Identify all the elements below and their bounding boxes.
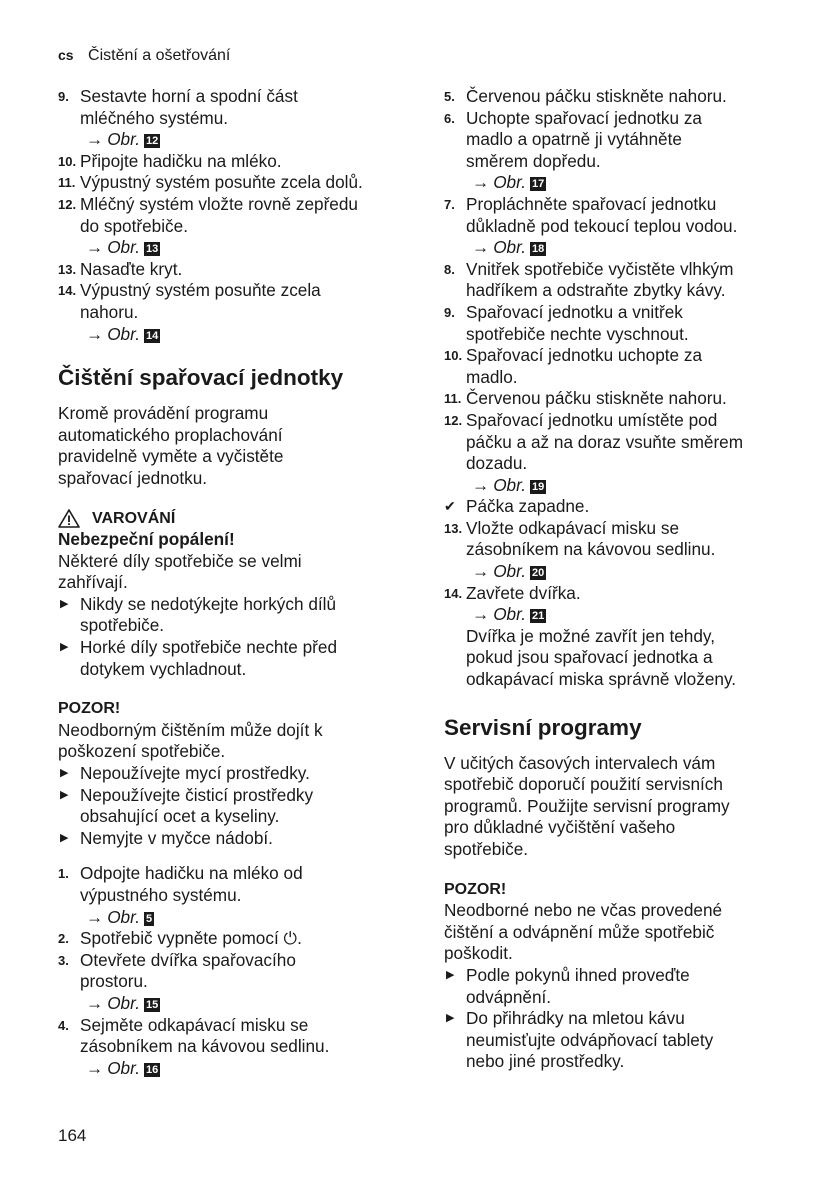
heading-service-programs: Servisní programy [444,714,642,740]
step-text: Výpustný systém posuňte zcela dolů. [80,172,363,193]
step-number: 13. [444,520,463,536]
step-text: důkladně pod tekoucí teplou vodou. [466,215,738,236]
step-text: do spotřebiče. [80,215,188,236]
figure-ref-label: Obr. [107,129,140,150]
figure-reference [466,237,789,259]
step-text: Připojte hadičku na mléko. [80,150,282,171]
step-text: Výpustný systém posuňte zcela [80,280,321,301]
step-text: Zavřete dvířka. [466,582,581,603]
step-text: směrem dopředu. [466,150,601,171]
step-number: 2. [58,931,69,947]
figure-reference [80,129,403,151]
step-item [58,928,403,950]
step-text: nahoru. [80,301,139,322]
arrow-right-icon: → [86,1057,104,1078]
step-text: Otevřete dvířka spařovacího [80,949,296,970]
warning-triangle-icon [58,509,80,528]
text-line: poškození spotřebiče. [58,741,226,762]
step-text: Spotřebič vypněte pomocí ⏻. [80,928,302,949]
step-item [444,583,789,691]
step-text: mléčného systému. [80,107,229,128]
warning-heading [58,508,403,530]
arrow-right-icon: → [472,237,490,258]
step-number: 10. [444,348,463,364]
check-icon: ✔ [444,498,456,515]
figure-number: 17 [531,178,545,191]
arrow-right-icon: → [86,129,104,150]
intro-paragraph [444,753,789,861]
text-line: automatického proplachování [58,424,283,445]
steps-list [58,863,403,1079]
step-number: 13. [58,261,77,277]
caution-label: POZOR! [58,700,121,718]
step-number: 9. [444,304,455,320]
arrow-right-icon: → [86,992,104,1013]
bullet-text: dotykem vychladnout. [80,658,247,679]
figure-number: 14 [145,329,159,342]
step-text: Spařovací jednotku a vnitřek [466,301,683,322]
figure-ref-label: Obr. [107,992,140,1013]
step-text: Spařovací jednotku umístěte pod [466,409,718,430]
step-item [444,345,789,388]
warning-label: VAROVÁNÍ [92,509,176,527]
step-item [58,259,403,281]
text-line: pravidelně vyměte a vyčistěte [58,446,284,467]
page-header [58,47,230,65]
step-number: 11. [58,175,76,191]
step-item [58,151,403,173]
triangle-bullet-icon: ▶ [446,1012,455,1025]
page-number: 164 [58,1126,87,1145]
text-line: spotřebič doporučí použití servisních [444,774,723,795]
arrow-right-icon: → [472,604,490,625]
bullet-item [58,785,403,828]
text-line: Neodborné nebo ne včas provedené [444,900,723,921]
bullet-text: Podle pokynů ihned proveďte [466,964,690,985]
step-item [444,388,789,410]
step-item [58,1015,403,1080]
caution-label: POZOR! [444,880,507,898]
text-line: spařovací jednotku. [58,467,208,488]
figure-reference [80,1058,403,1080]
step-text: Červenou páčku stiskněte nahoru. [466,86,727,106]
bullet-item [444,1008,789,1073]
step-note: pokud jsou spařovací jednotka a [466,647,713,668]
text-line: zahřívají. [58,572,128,593]
steps-list [444,86,789,496]
step-text: madlo a opatrně ji vytáhněte [466,129,682,150]
figure-reference [466,561,789,583]
bullet-text: nebo jiné prostředky. [466,1051,625,1072]
figure-reference [80,324,403,346]
bullet-text: odvápnění. [466,986,552,1007]
step-item [58,172,403,194]
figure-reference [466,475,789,497]
figure-reference [80,237,403,259]
triangle-bullet-icon: ▶ [60,831,69,844]
step-item [58,950,403,1015]
triangle-bullet-icon: ▶ [446,968,455,981]
figure-ref-label: Obr. [107,237,140,258]
step-text: prostoru. [80,971,148,992]
text-line: Některé díly spotřebiče se velmi [58,550,302,571]
step-text: Vnitřek spotřebiče vyčistěte vlhkým [466,258,734,279]
figure-ref-label: Obr. [107,906,140,927]
caution-bullets [58,763,403,849]
figure-number: 21 [531,610,545,623]
step-text: Mléčný systém vložte rovně zepředu [80,193,358,214]
figure-reference [80,993,403,1015]
figure-ref-label: Obr. [493,561,526,582]
bullet-item [58,828,403,850]
caution-bullets [444,965,789,1073]
result-text: Páčka zapadne. [466,496,590,517]
steps-list [444,518,789,691]
step-item [444,194,789,259]
figure-ref-label: Obr. [493,172,526,193]
step-number: 12. [444,412,463,428]
bullet-item [444,965,789,1008]
intro-paragraph [58,403,403,489]
bullet-text: Nemyjte v myčce nádobí. [80,827,273,848]
right-column [444,86,789,1073]
step-text: Odpojte hadičku na mléko od [80,863,303,884]
bullet-text: spotřebiče. [80,615,165,636]
step-number: 8. [444,261,455,277]
arrow-right-icon: → [472,474,490,495]
bullet-text: Nikdy se nedotýkejte horkých dílů [80,593,337,614]
arrow-right-icon: → [472,561,490,582]
step-text: Uchopte spařovací jednotku za [466,107,702,128]
step-number: 14. [58,283,77,299]
bullet-text: Horké díly spotřebiče nechte před [80,637,337,658]
figure-ref-label: Obr. [107,1057,140,1078]
language-code: cs [58,47,74,63]
figure-number: 5 [145,912,153,925]
figure-number: 13 [145,243,159,256]
step-number: 11. [444,391,462,407]
bullet-item [58,594,403,637]
heading-brewing-unit: Čištění spařovací jednotky [58,365,344,391]
bullet-text: Nepoužívejte mycí prostředky. [80,763,310,784]
step-item [444,410,789,496]
step-number: 10. [58,153,77,169]
step-number: 6. [444,110,455,126]
step-text: Červenou páčku stiskněte nahoru. [466,388,727,409]
figure-ref-label: Obr. [493,604,526,625]
step-text: dozadu. [466,453,528,474]
text-line: spotřebiče. [444,839,529,859]
arrow-right-icon: → [472,172,490,193]
step-note: odkapávací miska správně vloženy. [466,669,737,690]
triangle-bullet-icon: ▶ [60,767,69,780]
text-line: pro důkladné vyčištění vašeho [444,817,676,838]
steps-list [58,86,403,345]
figure-number: 19 [531,480,545,493]
step-item [444,86,789,108]
triangle-bullet-icon: ▶ [60,597,69,610]
step-text: Sestavte horní a spodní část [80,86,298,106]
step-item [444,108,789,194]
bullet-item [58,637,403,680]
triangle-bullet-icon: ▶ [60,788,69,801]
text-line: programů. Použijte servisní programy [444,795,730,816]
figure-reference [80,907,403,929]
text-line: poškodit. [444,943,513,964]
step-text: Spařovací jednotku uchopte za [466,345,703,366]
section-title: Čistění a ošetřování [88,47,231,64]
bullet-item [58,763,403,785]
figure-number: 15 [145,998,159,1011]
bullet-text: neumisťujte odvápňovací tablety [466,1029,714,1050]
figure-number: 12 [145,135,159,148]
step-number: 5. [444,89,455,104]
step-text: Nasaďte kryt. [80,258,183,279]
step-text: madlo. [466,366,518,387]
arrow-right-icon: → [86,237,104,258]
step-number: 7. [444,196,455,212]
step-item [58,863,403,928]
step-number: 4. [58,1017,69,1033]
bullet-text: Do přihrádky na mletou kávu [466,1008,685,1029]
step-text: výpustného systému. [80,885,242,905]
caution-text [444,900,789,965]
text-line: Kromě provádění programu [58,403,269,424]
step-number: 14. [444,585,463,601]
text-line: Neodborným čištěním může dojít k [58,719,323,740]
bullet-text: obsahující ocet a kyseliny. [80,806,280,827]
step-text: hadříkem a odstraňte zbytky kávy. [466,280,726,301]
arrow-right-icon: → [86,906,104,927]
warning-text [58,551,403,594]
figure-ref-label: Obr. [107,323,140,344]
left-column [58,86,403,1079]
step-text: Propláchněte spařovací jednotku [466,193,717,214]
arrow-right-icon: → [86,323,104,344]
step-item [58,86,403,151]
text-line: V učitých časových intervalech vám [444,752,716,773]
step-item [58,280,403,345]
step-item [444,259,789,302]
step-text: spotřebiče nechte vyschnout. [466,323,689,344]
bullet-text: Nepoužívejte čisticí prostředky [80,784,314,805]
step-text: Sejměte odkapávací misku se [80,1014,309,1035]
step-text: Vložte odkapávací misku se [466,517,680,538]
figure-number: 20 [531,567,545,580]
step-text: páčku a až na doraz vsuňte směrem [466,431,744,452]
figure-reference [466,604,789,626]
figure-ref-label: Obr. [493,474,526,495]
step-note: Dvířka je možné zavřít jen tehdy, [466,625,715,646]
step-item [58,194,403,259]
figure-reference [466,172,789,194]
step-number: 9. [58,89,69,104]
warning-title: Nebezpeční popálení! [58,529,235,550]
warning-bullets [58,594,403,680]
text-line: čištění a odvápnění může spotřebič [444,921,715,942]
result-line [444,496,789,518]
figure-number: 16 [145,1063,159,1076]
caution-text [58,720,403,763]
step-text: zásobníkem na kávovou sedlinu. [80,1036,330,1057]
step-number: 3. [58,952,69,968]
step-item [444,302,789,345]
step-number: 12. [58,196,77,212]
figure-ref-label: Obr. [493,237,526,258]
figure-number: 18 [531,243,545,256]
step-number: 1. [58,866,69,882]
triangle-bullet-icon: ▶ [60,641,69,654]
step-text: zásobníkem na kávovou sedlinu. [466,539,716,560]
step-item [444,518,789,583]
